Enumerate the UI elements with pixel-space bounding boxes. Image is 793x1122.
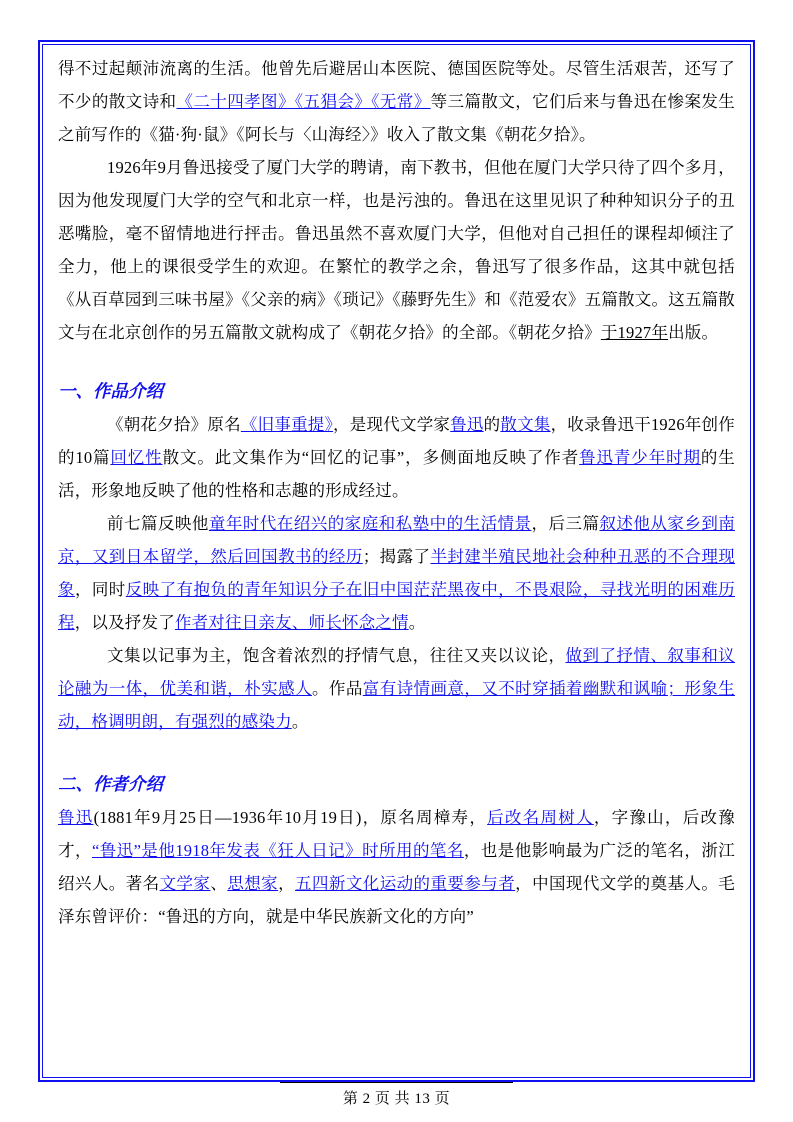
text-run-highlight: 作者对往日亲友、师长怀念之情 xyxy=(174,613,409,632)
text-run: ，中国现代文学的奠基人。毛泽东曾评价：“鲁迅的方向，就是中华民族新文化的方向” xyxy=(58,874,735,926)
text-run-highlight: 回忆性 xyxy=(110,448,163,467)
text-run: (1881年9月25日—1936年10月19日)，原名周樟寿， xyxy=(93,808,488,827)
text-run-highlight: 文学家 xyxy=(159,874,211,893)
text-run: ，是现代文学家 xyxy=(333,415,451,434)
text-run: ；揭露了 xyxy=(362,547,431,566)
text-run: 。 xyxy=(408,613,426,632)
paragraph-work-style xyxy=(58,639,735,738)
text-run-highlight: 鲁迅 xyxy=(58,808,94,827)
text-run-highlight: “鲁迅”是他1918年发表《狂人日记》时所用的笔名 xyxy=(91,841,464,860)
text-run: ，收录鲁迅干1926年创作的10篇 xyxy=(58,415,735,467)
paragraph-intro-continued xyxy=(58,52,735,151)
text-run: 的 xyxy=(483,415,501,434)
paragraph-work-content xyxy=(58,507,735,639)
text-run: 得不过起颠沛流离的生活。他曾先后避居山本医院、德国医院等处。尽管生活艰苦，还写了不少的散文诗和 xyxy=(58,59,735,111)
text-run-highlight: 《旧事重提》 xyxy=(240,415,334,434)
text-run: 。作品 xyxy=(311,679,363,698)
text-run-highlight: 于1927年 xyxy=(600,323,669,342)
text-run: ，后三篇 xyxy=(531,514,600,533)
paragraph-work-origin xyxy=(58,408,735,507)
text-run: 《朝花夕拾》原名 xyxy=(107,415,241,434)
text-run: ，以及抒发了 xyxy=(74,613,175,632)
paragraph-xiamen-university xyxy=(58,151,735,349)
text-run: ， xyxy=(278,874,296,893)
text-run-highlight: 富有诗情画意，又不时穿插着幽默和讽喻；形象生动，格调明朗，有强烈的感染力 xyxy=(58,679,736,731)
text-run: 的生活，形象地反映了他的性格和志趣的形成经过。 xyxy=(58,448,735,500)
section-heading-author: 二、作者介绍 xyxy=(58,774,163,794)
page-content xyxy=(52,52,741,1062)
text-run-highlight: 鲁迅青少年时期 xyxy=(579,448,701,467)
paragraph-author-bio xyxy=(58,801,735,933)
text-run: 散文。此文集作为“回忆的记事”，多侧面地反映了作者 xyxy=(162,448,580,467)
text-run-highlight: 叙述他从家乡到南京，又到日本留学，然后回国教书的经历 xyxy=(58,514,735,566)
page-number-label: 第 2 页 共 13 页 xyxy=(342,1091,451,1107)
footer-divider xyxy=(280,1082,513,1083)
text-run: 等三篇散文，它们后来与鲁迅在惨案发生之前写作的《猫·狗·鼠》《阿长与〈山海经〉》收入了散文集《朝花夕拾》。 xyxy=(58,92,735,144)
page-footer xyxy=(0,1087,793,1108)
text-run: 文集以记事为主，饱含着浓烈的抒情气息，往往又夹以议论， xyxy=(107,646,566,665)
text-run-highlight: 五四新文化运动的重要参与者 xyxy=(295,874,516,893)
text-run-highlight: 童年时代在绍兴的家庭和私塾中的生活情景 xyxy=(208,514,532,533)
spacer xyxy=(58,738,735,768)
text-run: 。 xyxy=(291,712,309,731)
text-run: 前七篇反映他 xyxy=(107,514,209,533)
text-run-highlight: 后改名周树人 xyxy=(487,808,594,827)
text-run-highlight: 半封建半殖民地社会种种丑恶的不合理现象 xyxy=(58,547,735,599)
text-run-highlight: 反映了有抱负的青年知识分子在旧中国茫茫黑夜中，不畏艰险，寻找光明的困难历程 xyxy=(58,580,735,632)
text-run: ，也是他影响最为广泛的笔名，浙江绍兴人。著名 xyxy=(58,841,735,893)
text-run-highlight: 《二十四孝图》《五猖会》《无常》 xyxy=(176,92,431,111)
section-heading-work: 一、作品介绍 xyxy=(58,381,163,401)
text-run: 出版。 xyxy=(668,323,719,342)
spacer xyxy=(58,349,735,375)
text-run-highlight: 散文集 xyxy=(500,415,551,434)
text-run: 、 xyxy=(210,874,228,893)
text-run: 1926年9月鲁迅接受了厦门大学的聘请，南下教书，但他在厦门大学只待了四个多月，因为他发现厦门大学的空气和北京一样，也是污浊的。鲁迅在这里见识了种种知识分子的丑恶嘴脸，毫不留情地进行抨击。鲁迅虽然不喜欢厦门大学，但他对自己担任的课程却倾注了全力，他上的课很受学生的欢迎。在繁忙的教学之余，鲁迅写了很多作品，这其中就包括《从百草园到三味书屋》《父亲的病》《琐记》《藤野先生》和《范爱农》五篇散文。这五篇散文与在北京创作的另五篇散文就构成了《朝花夕拾》的全部。《朝花夕拾》 xyxy=(58,158,735,342)
text-run-highlight: 鲁迅 xyxy=(450,415,484,434)
text-run-highlight: 做到了抒情、叙事和议论融为一体，优美和谐，朴实感人 xyxy=(58,646,736,698)
text-run-highlight: 思想家 xyxy=(227,874,279,893)
text-run: ，同时 xyxy=(74,580,126,599)
text-run: ，字豫山，后改豫才， xyxy=(58,808,735,860)
